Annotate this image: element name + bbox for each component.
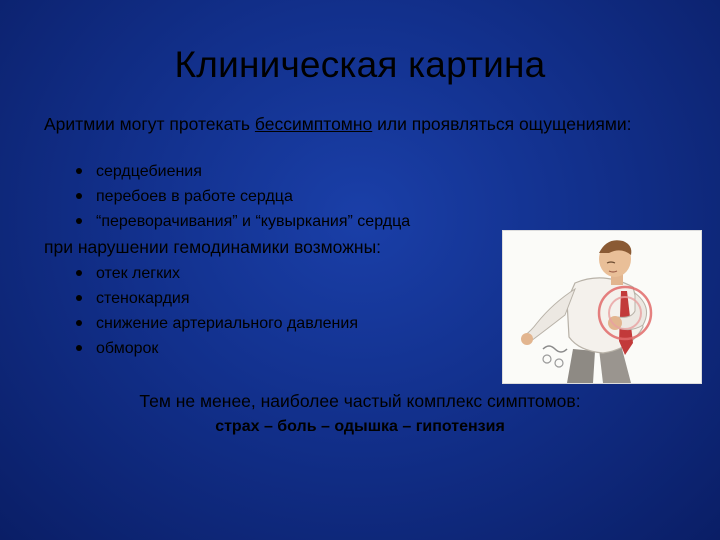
intro-underlined-word: бессимптомно bbox=[254, 114, 373, 134]
hemodynamics-item: обморок bbox=[74, 336, 358, 361]
symptom-item: перебоев в работе сердца bbox=[74, 184, 410, 209]
hemodynamics-list bbox=[74, 261, 358, 361]
intro-text-after: или проявляться ощущениями: bbox=[372, 114, 632, 134]
hemodynamics-item: снижение артериального давления bbox=[74, 311, 358, 336]
intro-text-before: Аритмии могут протекать bbox=[44, 114, 255, 134]
hemodynamics-item: стенокардия bbox=[74, 286, 358, 311]
symptom-item: сердцебиения bbox=[74, 159, 410, 184]
symptom-item: “переворачивания” и “кувыркания” сердца bbox=[74, 209, 410, 234]
summary-text: Тем не менее, наиболее частый комплекс симптомов: bbox=[139, 391, 581, 411]
hemodynamics-item: отек легких bbox=[74, 261, 358, 286]
symptoms-list bbox=[74, 159, 410, 234]
chest-pain-illustration bbox=[502, 230, 702, 384]
symptom-complex: страх – боль – одышка – гипотензия bbox=[215, 418, 505, 435]
hemodynamics-heading: при нарушении гемодинамики возможны: bbox=[44, 237, 382, 257]
man-clutching-chest-image bbox=[503, 231, 701, 383]
slide-title: Клиническая картина bbox=[174, 44, 546, 85]
intro-paragraph bbox=[44, 113, 664, 135]
